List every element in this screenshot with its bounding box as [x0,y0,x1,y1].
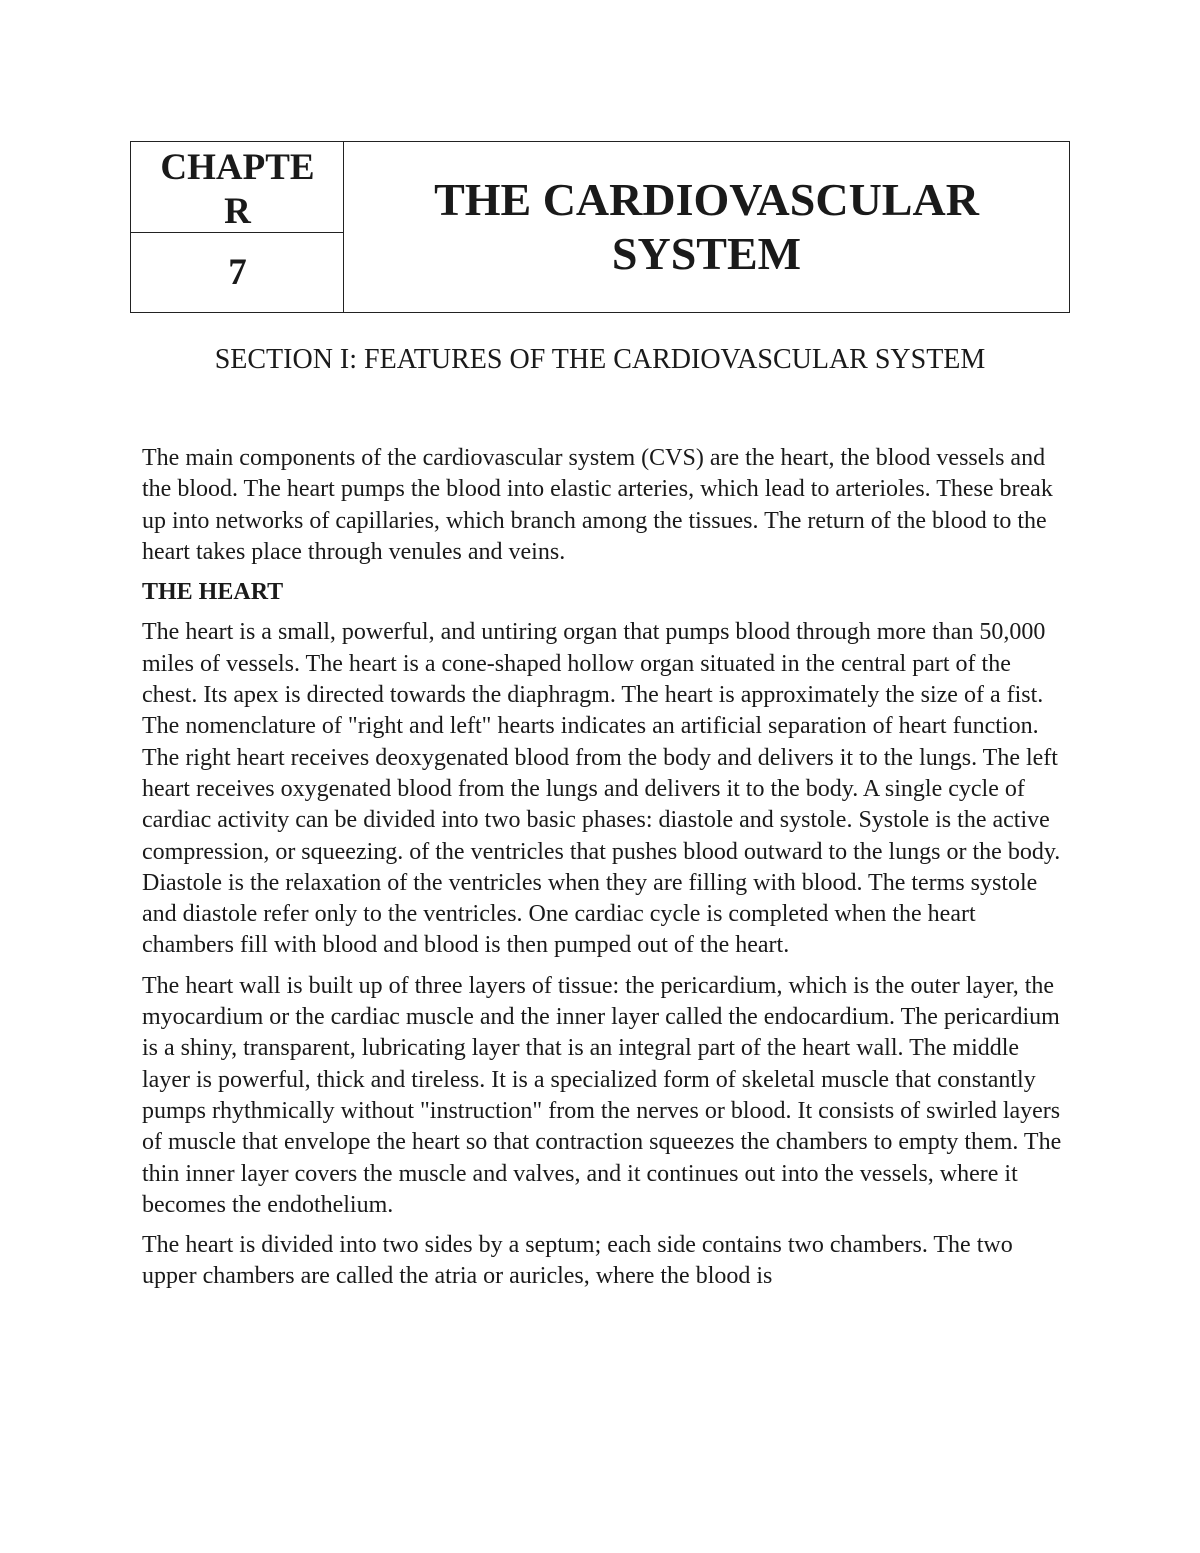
paragraph-heart: The heart is a small, powerful, and untiring organ that pumps blood through more than 50,000 miles of vessels. The heart is a cone-shaped hollow organ situated in the central part of the chest. Its apex is directed towards the diaphragm. The heart is approximately the size of a fist. The nomenclature of "right and left" hearts indicates an artificial separation of heart function. The right heart receives deoxygenated blood from the body and delivers it to the lungs. The left heart receives oxygenated blood from the lungs and delivers it to the body. A single cycle of cardiac activity can be divided into two basic phases: diastole and systole. Systole is the active compression, or squeezing. of the ventricles that pushes blood outward to the lungs or the body. Diastole is the relaxation of the ventricles when they are filling with blood. The terms systole and diastole refer only to the ventricles. One cardiac cycle is completed when the heart chambers fill with blood and blood is then pumped out of the heart. [142,619,1061,959]
chapter-header-box [130,141,1070,313]
paragraph-heart-wall: The heart wall is built up of three layers of tissue: the pericardium, which is the outer layer, the myocardium or the cardiac muscle and the inner layer called the endocardium. The pericardium is a shiny, transparent, lubricating layer that is an integral part of the heart wall. The middle layer is powerful, thick and tireless. It is a specialized form of skeletal muscle that constantly pumps rhythmically without "instruction" from the nerves or blood. It consists of swirled layers of muscle that envelope the heart so that contraction squeezes the chambers to empty them. The thin inner layer covers the muscle and valves, and it continues out into the vessels, where it becomes the endothelium. [142,972,1062,1218]
subheading-the-heart: THE HEART [142,579,284,606]
chapter-number: 7 [228,252,247,293]
body-content [142,443,1062,1302]
chapter-divider [131,232,344,233]
chapter-number-cell [131,234,344,312]
chapter-label: CHAPTER [160,147,315,232]
paragraph-heart-chambers: The heart is divided into two sides by a septum; each side contains two chambers. The two upper chambers are called the atria or auricles, where the blood is [142,1232,1013,1290]
paragraph-intro: The main components of the cardiovascular system (CVS) are the heart, the blood vessels and the blood. The heart pumps the blood into elastic arteries, which lead to arterioles. These break up into networks of capillaries, which branch among the tissues. The return of the blood to the heart takes place through venules and veins. [142,445,1053,565]
chapter-title: THE CARDIOVASCULAR SYSTEM [434,174,979,279]
section-heading: SECTION I: FEATURES OF THE CARDIOVASCULAR SYSTEM [214,344,986,375]
